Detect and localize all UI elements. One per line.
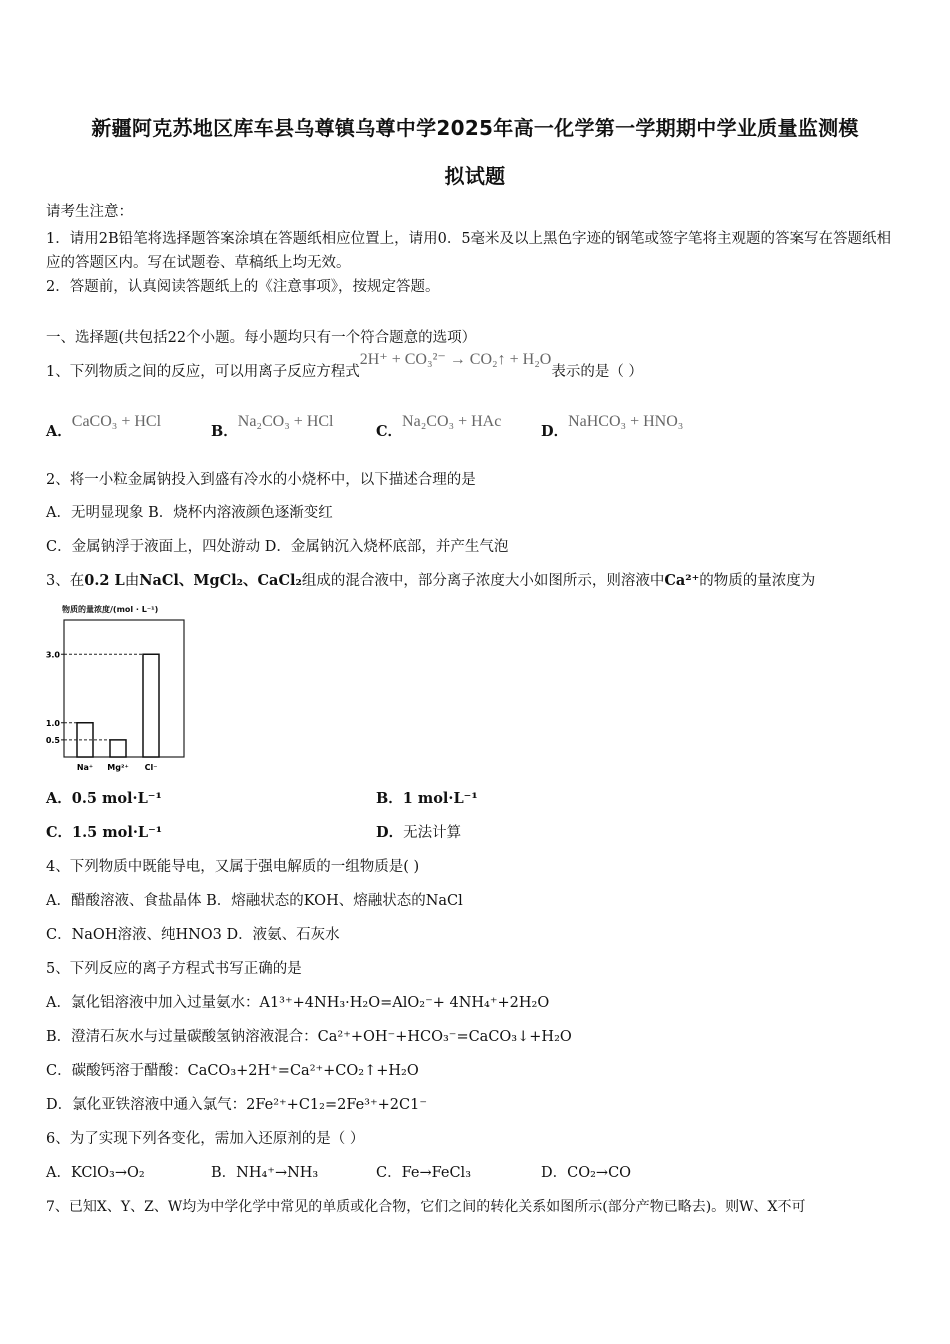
q1-ionic-equation: 2H⁺ + CO₃²⁻ → CO₂↑ + H₂O — [359, 351, 552, 368]
notice-item-2: 2．答题前，认真阅读答题纸上的《注意事项》，按规定答题。 — [46, 279, 440, 295]
q3-option-d — [376, 823, 461, 843]
q3-stem-a: 3、在 — [46, 573, 85, 589]
q6-option-d — [541, 1163, 631, 1183]
q4-options-row-1: A．醋酸溶液、食盐晶体 B．熔融状态的KOH、熔融状态的NaCl — [46, 893, 463, 909]
q3-stem-f: Ca²⁺ — [664, 572, 700, 589]
q5-option-b: B．澄清石灰水与过量碳酸氢钠溶液混合：Ca²⁺+OH⁻+HCO₃⁻=CaCO₃↓+H₂O — [46, 1029, 572, 1045]
q3-stem-g: 的物质的量浓度为 — [699, 573, 816, 589]
q3-stem-d: NaCl、MgCl₂、CaCl₂ — [139, 572, 302, 589]
q1-option-c-label: C． — [376, 423, 403, 440]
q6-option-a-text: KClO₃→O₂ — [70, 1165, 145, 1181]
q6-option-c-text: Fe→FeCl₃ — [401, 1165, 472, 1181]
question-1-stem — [46, 352, 643, 392]
q3-option-d-text: 无法计算 — [403, 825, 462, 841]
q3-option-c — [46, 823, 162, 843]
q6-option-c — [376, 1163, 471, 1183]
q6-option-a — [46, 1163, 145, 1183]
chart-ytick-label-1: 1.0 — [45, 718, 60, 728]
question-5-stem: 5、下列反应的离子方程式书写正确的是 — [46, 961, 302, 977]
q3-stem-e: 组成的混合液中，部分离子浓度大小如图所示，则溶液中 — [301, 573, 665, 589]
q1-option-a — [46, 412, 162, 440]
q2-options-row-2: C．金属钠浮于液面上，四处游动 D．金属钠沉入烧杯底部，并产生气泡 — [46, 539, 509, 555]
notice-item-1: 1．请用2B铅笔将选择题答案涂填在答题纸相应位置上，请用0．5毫米及以上黑色字迹的钢笔或签字笔将主观题的答案写在答题纸相应的答题区内。写在试题卷、草稿纸上均无效。 — [46, 231, 892, 271]
q3-option-b-label: B． — [376, 790, 403, 807]
notice-heading: 请考生注意： — [46, 204, 133, 220]
q1-option-c — [376, 412, 502, 440]
q6-option-b — [211, 1163, 318, 1183]
q2-options-row-1: A．无明显现象 B．烧杯内溶液颜色逐渐变红 — [46, 505, 333, 521]
ion-concentration-chart — [38, 600, 198, 780]
question-7-stem: 7、已知X、Y、Z、W均为中学化学中常见的单质或化合物，它们之间的转化关系如图所示(部分产物已略去)。则W、X不可 — [46, 1199, 806, 1215]
chart-category-label-1: Mg²⁺ — [107, 763, 129, 772]
q1-option-c-formula: Na₂CO₃ + HAc — [402, 413, 502, 430]
q3-stem-b: 0.2 L — [84, 572, 125, 589]
q1-option-b-formula: Na₂CO₃ + HCl — [237, 413, 334, 430]
q3-option-a-label: A． — [46, 790, 72, 807]
chart-bar-1 — [110, 740, 126, 757]
question-4-stem: 4、下列物质中既能导电，又属于强电解质的一组物质是( ) — [46, 859, 420, 875]
question-3-stem — [46, 571, 815, 591]
question-2-stem: 2、将一小粒金属钠投入到盛有冷水的小烧杯中，以下描述合理的是 — [46, 472, 476, 488]
q5-option-a: A．氯化铝溶液中加入过量氨水：A1³⁺+4NH₃·H₂O=AlO₂⁻+ 4NH₄⁺+2H₂O — [46, 995, 550, 1011]
q3-option-a — [46, 789, 162, 809]
q3-stem-c: 由 — [124, 573, 140, 589]
q5-option-d: D．氯化亚铁溶液中通入氯气：2Fe²⁺+C1₂=2Fe³⁺+2C1⁻ — [46, 1097, 427, 1113]
q1-option-a-label: A． — [46, 423, 72, 440]
q1-option-b-label: B． — [211, 423, 238, 440]
q6-option-a-label: A． — [46, 1165, 71, 1181]
page-title: 新疆阿克苏地区库车县乌尊镇乌尊中学2025年高一化学第一学期期中学业质量监测模 — [91, 116, 859, 140]
q6-option-d-text: CO₂→CO — [567, 1165, 632, 1181]
q1-option-d — [541, 412, 684, 440]
q6-option-d-label: D． — [541, 1165, 568, 1181]
q4-options-row-2: C．NaOH溶液、纯HNO3 D．液氨、石灰水 — [46, 927, 340, 943]
chart-title: 物质的量浓度/(mol · L⁻¹) — [62, 605, 159, 614]
q6-option-b-text: NH₄⁺→NH₃ — [236, 1165, 319, 1181]
q3-option-c-text: 1.5 mol·L⁻¹ — [72, 824, 163, 841]
chart-ytick-label-2: 0.5 — [45, 735, 60, 745]
q3-option-d-label: D． — [376, 824, 404, 841]
q3-option-b — [376, 789, 478, 809]
q1-stem-before: 1、下列物质之间的反应，可以用离子反应方程式 — [46, 364, 360, 380]
q6-option-b-label: B． — [211, 1165, 237, 1181]
q5-option-c: C．碳酸钙溶于醋酸：CaCO₃+2H⁺=Ca²⁺+CO₂↑+H₂O — [46, 1063, 419, 1079]
q1-stem-after: 表示的是（ ） — [551, 364, 643, 380]
q1-option-a-formula: CaCO₃ + HCl — [71, 413, 162, 430]
chart-bar-2 — [143, 654, 159, 757]
chart-ytick-label-0: 3.0 — [45, 650, 60, 660]
q6-option-c-label: C． — [376, 1165, 402, 1181]
q1-option-d-label: D． — [541, 423, 569, 440]
q3-option-a-text: 0.5 mol·L⁻¹ — [71, 790, 162, 807]
q1-option-d-formula: NaHCO₃ + HNO₃ — [568, 413, 684, 430]
q3-option-c-label: C． — [46, 824, 73, 841]
q1-option-b — [211, 412, 334, 440]
chart-category-label-2: Cl⁻ — [144, 763, 158, 772]
section-heading: 一、选择题(共包括22个小题。每小题均只有一个符合题意的选项） — [46, 330, 477, 346]
page-title-continued: 拟试题 — [444, 164, 506, 188]
chart-category-label-0: Na⁺ — [76, 763, 94, 772]
question-6-stem: 6、为了实现下列各变化，需加入还原剂的是（ ） — [46, 1131, 365, 1147]
q3-option-b-text: 1 mol·L⁻¹ — [402, 790, 478, 807]
